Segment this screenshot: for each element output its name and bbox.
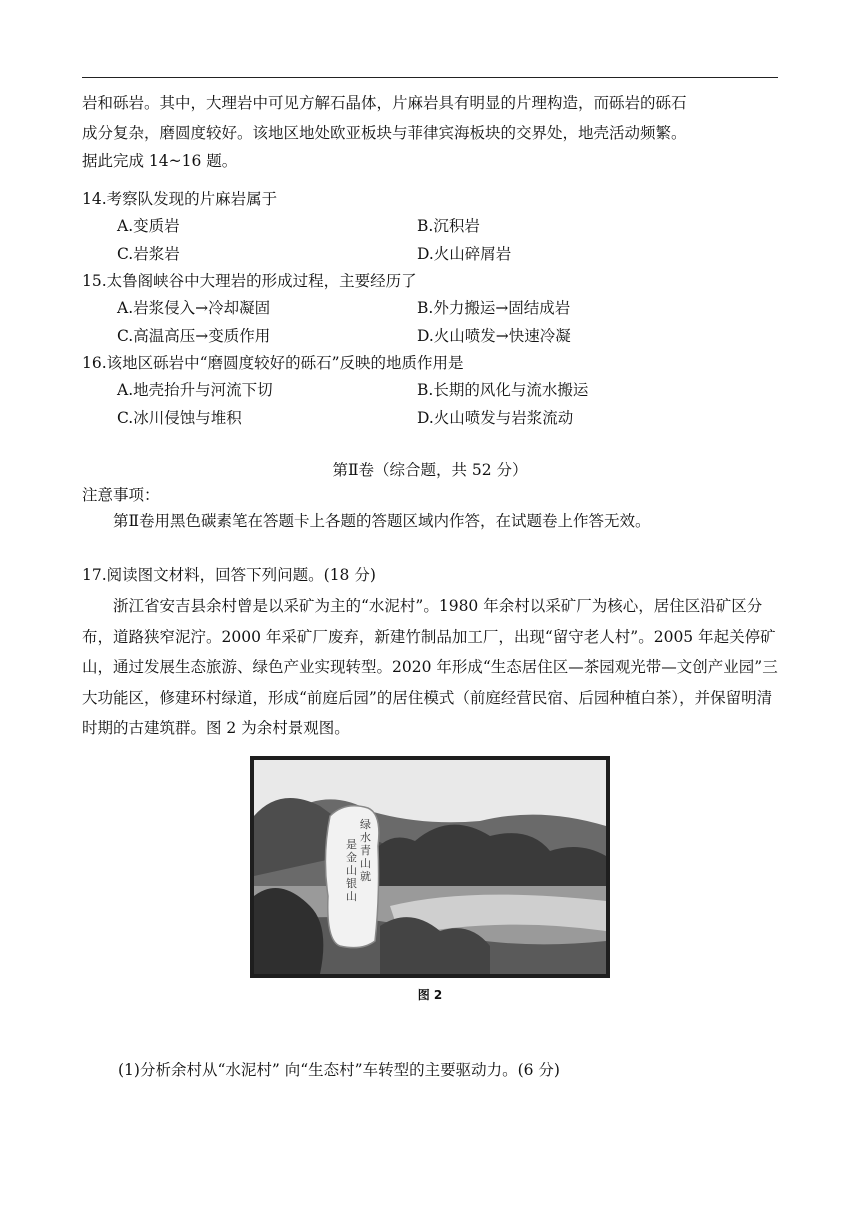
question-stem: 16.该地区砾岩中“磨圆度较好的砾石”反映的地质作用是: [82, 354, 464, 372]
section-2-title: 第Ⅱ卷（综合题，共 52 分）: [332, 461, 528, 479]
option-c: C.高温高压→变质作用: [117, 326, 271, 345]
intro-line-1: 岩和砾岩。其中，大理岩中可见方解石晶体，片麻岩具有明显的片理构造，而砾岩的砾石: [82, 94, 687, 112]
option-d: D.火山喷发与岩浆流动: [417, 408, 574, 427]
question-stem: 15.太鲁阁峡谷中大理岩的形成过程，主要经历了: [82, 272, 417, 290]
option-b: B.沉积岩: [417, 217, 480, 235]
stone-char: 金: [346, 851, 357, 864]
stone-char: 山: [360, 857, 371, 870]
option-a: A.岩浆侵入→冷却凝固: [117, 299, 271, 317]
options-grid: [82, 377, 780, 432]
question-stem: 14.考察队发现的片麻岩属于: [82, 190, 278, 208]
options-grid: [82, 213, 780, 268]
options-grid: [82, 295, 780, 350]
notice-label: 注意事项：: [82, 486, 160, 504]
header-rule: [82, 77, 778, 78]
question-17: [82, 562, 780, 744]
stone-char: 山: [346, 890, 357, 903]
stone-char: 水: [360, 831, 371, 844]
stone-char: 山: [346, 864, 357, 877]
figure-caption: 图 2: [417, 988, 443, 1002]
stone-char: 青: [360, 844, 371, 857]
question-15: [82, 267, 780, 350]
option-b: B.外力搬运→固结成岩: [417, 299, 571, 317]
stone-char: 银: [346, 877, 357, 890]
stone-char: 是: [346, 838, 357, 851]
intro-material: [82, 88, 780, 174]
subquestion-1: [118, 1056, 816, 1084]
intro-line-3: 据此完成 14~16 题。: [82, 152, 238, 170]
option-c: C.岩浆岩: [117, 244, 180, 263]
stone-char: 绿: [360, 818, 371, 831]
village-landscape-photo: [250, 756, 610, 978]
intro-line-2: 成分复杂，磨圆度较好。该地区地处欧亚板块与菲律宾海板块的交界处，地壳活动频繁。: [82, 124, 687, 142]
stone-char: 就: [360, 870, 371, 883]
option-a: A.地壳抬升与河流下切: [117, 381, 273, 399]
material-text: 浙江省安吉县余村曾是以采矿为主的“水泥村”。1980 年余村以采矿厂为核心，居住区沿矿区分布，道路狭窄泥泞。2000 年采矿厂废弃，新建竹制品加工厂，出现“留守老人村”。2005 年起关停矿山，通过发展生态旅游、绿色产业实现转型。2020 年形成“生态居住区—茶园观光带—文创产业园”三大功能区，修建环村绿道，形成“前庭后园”的居住模式（前庭经营民宿、后园种植白茶），并保留明清时期的古建筑群。图 2 为余村景观图。: [82, 597, 778, 737]
option-a: A.变质岩: [117, 217, 180, 235]
question-14: [82, 185, 780, 268]
option-d: D.火山喷发→快速冷凝: [417, 326, 571, 345]
landscape-illustration: [250, 756, 610, 978]
question-stem: 17.阅读图文材料，回答下列问题。(18 分): [82, 566, 376, 584]
option-d: D.火山碎屑岩: [417, 244, 512, 263]
notice: [82, 484, 780, 536]
subquestion-text: (1)分析余村从“水泥村” 向“生态村”车转型的主要驱动力。(6 分): [118, 1061, 560, 1079]
option-c: C.冰川侵蚀与堆积: [117, 408, 242, 427]
option-b: B.长期的风化与流水搬运: [417, 381, 589, 399]
question-16: [82, 349, 780, 432]
notice-text: 第Ⅱ卷用黑色碳素笔在答题卡上各题的答题区域内作答，在试题卷上作答无效。: [113, 512, 651, 530]
